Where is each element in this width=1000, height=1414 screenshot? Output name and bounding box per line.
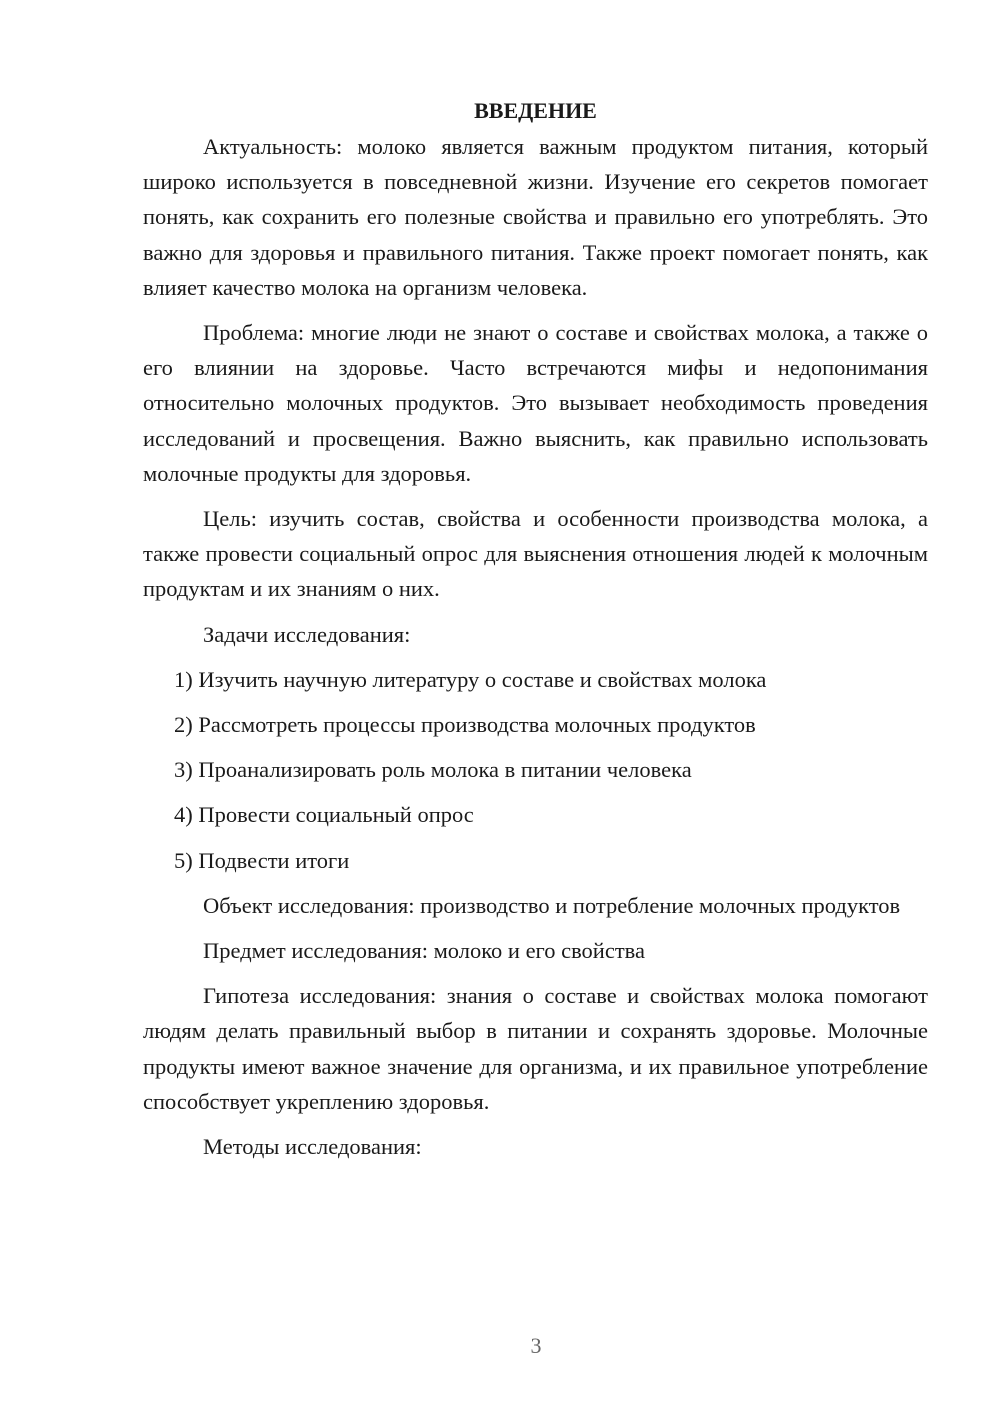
problem-paragraph: Проблема: многие люди не знают о составе и свойствах молока, а также о его влиянии на здоровье. Часто встречаются мифы и недопонимания относительно молочных продуктов. Это вызывает необходимость проведения исследований и просвещения. Важно выяснить, как правильно использовать молочные продукты для здоровья. bbox=[143, 320, 928, 486]
task-item-3: 3) Проанализировать роль молока в питании человека bbox=[174, 757, 692, 783]
task-item-1: 1) Изучить научную литературу о составе и свойствах молока bbox=[174, 666, 767, 692]
object-paragraph: Объект исследования: производство и потребление молочных продуктов bbox=[203, 892, 901, 918]
page-number: 3 bbox=[530, 1333, 542, 1358]
task-list bbox=[143, 662, 928, 878]
goal-paragraph: Цель: изучить состав, свойства и особенности производства молока, а также провести социальный опрос для выяснения отношения людей к молочным продуктам и их знаниям о них. bbox=[143, 506, 928, 602]
methods-heading: Методы исследования: bbox=[203, 1134, 422, 1160]
task-item-5: 5) Подвести итоги bbox=[174, 847, 350, 873]
relevance-paragraph: Актуальность: молоко является важным продуктом питания, который широко используется в повседневной жизни. Изучение его секретов помогает понять, как сохранить его полезные свойства и правильно его употреблять. Это важно для здоровья и правильного питания. Также проект помогает понять, как влияет качество молока на организм человека. bbox=[143, 134, 928, 300]
document-page bbox=[143, 93, 928, 1174]
section-title: ВВЕДЕНИЕ bbox=[474, 98, 597, 123]
task-item-2: 2) Рассмотреть процессы производства молочных продуктов bbox=[174, 712, 756, 738]
subject-paragraph: Предмет исследования: молоко и его свойства bbox=[203, 938, 645, 964]
hypothesis-paragraph: Гипотеза исследования: знания о составе и свойствах молока помогают людям делать правильный выбор в питании и сохранять здоровье. Молочные продукты имеют важное значение для организма, и их правильное употребление способствует укреплению здоровья. bbox=[143, 983, 928, 1114]
task-item-4: 4) Провести социальный опрос bbox=[174, 802, 474, 828]
tasks-heading: Задачи исследования: bbox=[203, 621, 411, 647]
